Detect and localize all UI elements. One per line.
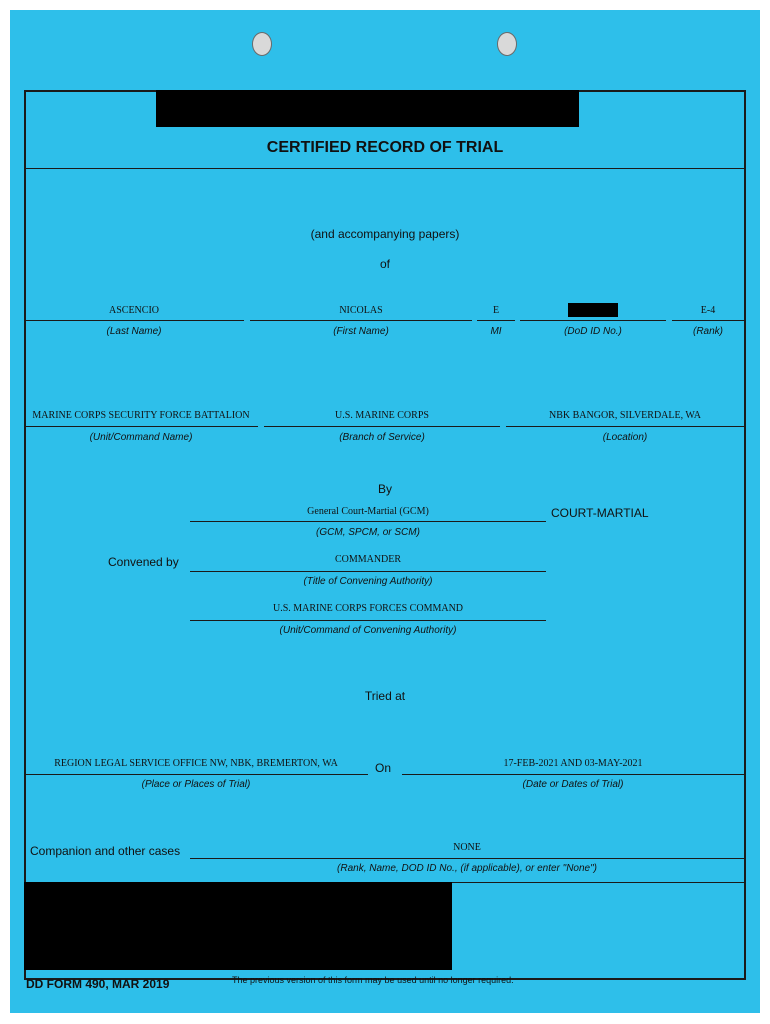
convening-title-line <box>190 571 546 572</box>
trial-dates-line <box>402 774 744 775</box>
form-title: CERTIFIED RECORD OF TRIAL <box>266 139 504 156</box>
companion-line <box>190 858 744 859</box>
location-value: NBK BANGOR, SILVERDALE, WA <box>549 410 701 421</box>
subtitle: (and accompanying papers) <box>310 227 460 241</box>
branch-value: U.S. MARINE CORPS <box>335 410 429 421</box>
companion-caption: (Rank, Name, DOD ID No., (if applicable), or enter "None") <box>337 863 597 874</box>
court-martial-label: COURT-MARTIAL <box>551 506 649 520</box>
trial-place-value: REGION LEGAL SERVICE OFFICE NW, NBK, BREMERTON, WA <box>54 758 338 769</box>
trial-dates-caption: (Date or Dates of Trial) <box>522 779 624 790</box>
convening-unit-value: U.S. MARINE CORPS FORCES COMMAND <box>272 603 464 614</box>
unit-name-value: MARINE CORPS SECURITY FORCE BATTALION <box>32 410 250 421</box>
court-type-caption: (GCM, SPCM, or SCM) <box>316 527 420 538</box>
branch-line <box>264 426 500 427</box>
last-name-caption: (Last Name) <box>106 326 162 337</box>
punch-hole-left <box>252 32 272 56</box>
trial-place-caption: (Place or Places of Trial) <box>141 779 251 790</box>
tried-at-label: Tried at <box>364 689 406 703</box>
convening-unit-line <box>190 620 546 621</box>
title-divider <box>24 168 746 169</box>
unit-name-caption: (Unit/Command Name) <box>89 432 193 443</box>
header-redaction <box>156 90 579 127</box>
rank-caption: (Rank) <box>692 326 723 337</box>
first-name-line <box>250 320 472 321</box>
convening-title-value: COMMANDER <box>334 554 402 565</box>
bottom-redaction <box>24 882 452 970</box>
dod-id-line <box>520 320 666 321</box>
trial-dates-value: 17-FEB-2021 AND 03-MAY-2021 <box>503 758 643 769</box>
mi-value: E <box>492 305 500 316</box>
on-label: On <box>375 761 392 775</box>
last-name-value: ASCENCIO <box>108 305 159 316</box>
branch-caption: (Branch of Service) <box>339 432 425 443</box>
last-name-line <box>24 320 244 321</box>
form-id: DD FORM 490, MAR 2019 <box>26 977 170 991</box>
footer-note: The previous version of this form may be used until no longer required. <box>232 975 514 985</box>
rank-value: E-4 <box>700 305 716 316</box>
convening-unit-caption: (Unit/Command of Convening Authority) <box>279 625 457 636</box>
first-name-caption: (First Name) <box>333 326 389 337</box>
location-line <box>506 426 744 427</box>
convening-title-caption: (Title of Convening Authority) <box>303 576 433 587</box>
by-label: By <box>377 482 392 496</box>
mi-line <box>477 320 515 321</box>
trial-place-line <box>24 774 368 775</box>
court-type-line <box>190 521 546 522</box>
punch-hole-right <box>497 32 517 56</box>
dod-id-redaction <box>568 303 618 317</box>
rank-line <box>672 320 744 321</box>
companion-value: NONE <box>453 842 481 853</box>
companion-label: Companion and other cases <box>30 844 181 858</box>
of-label: of <box>379 257 390 271</box>
convened-by-label: Convened by <box>108 555 179 569</box>
mi-caption: MI <box>490 326 502 337</box>
first-name-value: NICOLAS <box>339 305 383 316</box>
dod-id-caption: (DoD ID No.) <box>564 326 622 337</box>
location-caption: (Location) <box>602 432 648 443</box>
court-type-value: General Court-Martial (GCM) <box>307 506 429 517</box>
unit-name-line <box>24 426 258 427</box>
